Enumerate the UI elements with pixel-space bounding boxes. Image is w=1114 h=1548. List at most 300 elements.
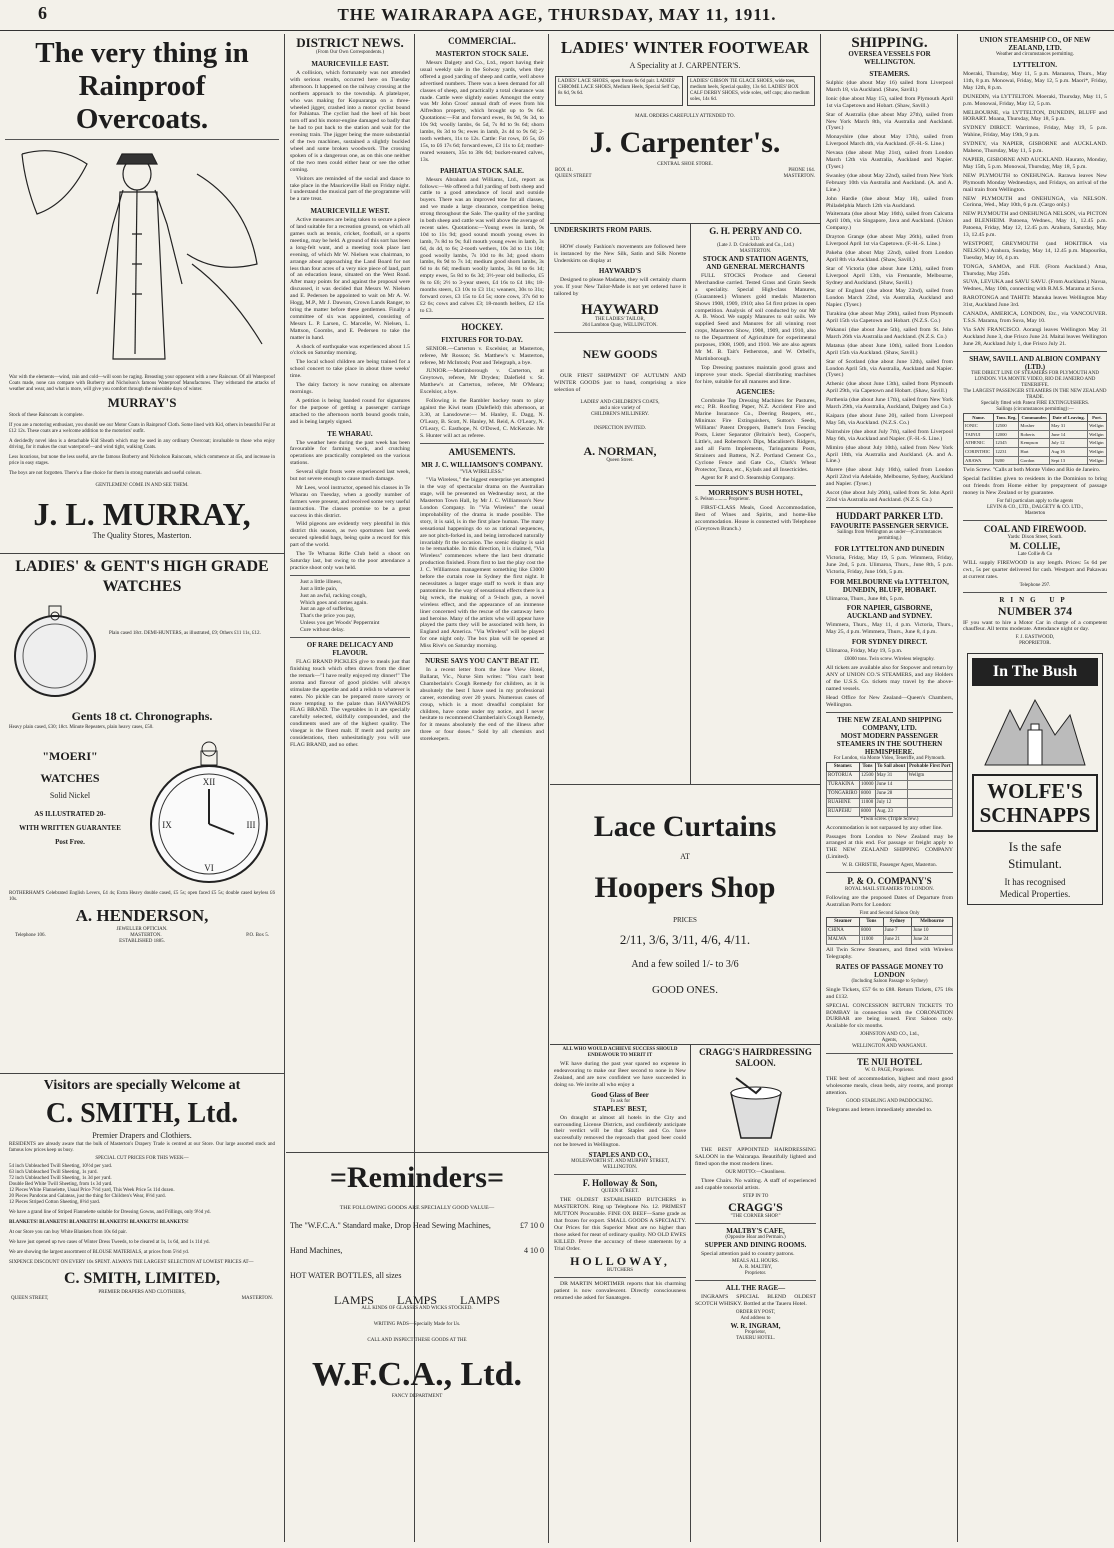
steamer-entry: Kaipara (due about June 20), sailed from Liverpool May 5th, via Auckland. (N.Z.S. Co.) [826, 412, 953, 426]
carpenter-advert [550, 34, 820, 224]
wolfes-properties: Medical Properties. [999, 889, 1071, 900]
smith-blouse: We are showing the largest assortment of BLOUSE MATERIALS, at prices from 5½d yd. [9, 1249, 190, 1255]
rotherham-levers: ROTHERHAM'S Celebrated English Levers, £4 4s; Extra Heavy double cased, £5 5s; open faced £5 5s; double cased keyless £6 10s. [9, 891, 275, 902]
news-paragraph: Messrs Dalgety and Co., Ltd., report having their usual weekly sale in the Solway yards, when they offered a good yarding of sheep and cattle, well above advertised numbers. There was a keen demand for all classes of sheep, and practically a total clearance was made. Cattle were slightly easier. Amongst the entry was Mr John Cross' annual draft of ewes from his Alfredton property, which brought up to 9s 6d. Quotations:—Fat and forward ewes, 8s 9d, 9s 3d, to 10s 9d; woolly lambs, 6s 5d, 7s 8d to 9s 6d; shorn lambs, 8s 3d to 9s; ewes in lamb, 2s 4d to 9s 6d; 2-tooth wethers, 11s to 12s. Cattle: Fat rows, £6 5s, £6 15s, to £6 17s 6d; forward ewes, £3 11s to £4; mother-reared weaners, 35s to 38s 6d; bucket-reared calves, 13s. [420, 60, 544, 163]
eastwood-proprietor: PROPRIETOR. [1019, 641, 1051, 647]
poem-line: Just a little pain, [300, 585, 338, 592]
nzsc-title: THE NEW ZEALAND SHIPPING COMPANY, LTD. [837, 715, 942, 732]
craggs-title: CRAGG'S HAIRDRESSING SALOON. [699, 1047, 812, 1068]
table-cell: 8000 [860, 926, 884, 935]
po-rates-subtitle: (Including Saloon Passage to Sydney) [851, 978, 928, 984]
hayward-address: 204 Lambton Quay, WELLINGTON. [582, 323, 658, 329]
carpenter-mail-orders: MAIL ORDERS CAREFULLY ATTENDED TO. [635, 113, 735, 119]
carpenter-subtitle: A Speciality at J. CARPENTER'S. [629, 61, 741, 70]
table-cell: 11000 [859, 798, 875, 807]
route-heading: FOR LYTTELTON AND DUNEDIN [834, 544, 945, 553]
news-paragraph: Wild pigeons are evidently very plentiful in this district this season, as two sportsmen last week secured splendid bags, being quite a record for this part of the world. [290, 521, 410, 549]
steamer-entry: Parthenia (due about June 17th), sailed from New York March 29th, via Australia, Auckland, Dalgety and Co.) [826, 397, 953, 411]
table-cell: Wellgtn [1088, 448, 1107, 457]
wfca-item: The "W.F.C.A." Standard make, Drop Head Sewing Machines, [290, 1220, 491, 1230]
peppermint-poem [290, 579, 410, 634]
steamer-entry: Pakeha (due about May 22nd), sailed from London April 8th via Auckland. (Shaw, Savill.) [826, 249, 953, 263]
wfca-intro: THE FOLLOWING GOODS ARE SPECIALLY GOOD VALUE— [339, 1205, 495, 1211]
hayward-text-2: Designed to please Madame, they will certainly charm you. If your New Tailor-Made is not yet ordered have it tailored by [554, 276, 686, 297]
table-cell: IONIC [964, 422, 994, 431]
table-row [964, 422, 1107, 431]
table-cell: 12231 [994, 448, 1019, 457]
perry-agencies-text: Cornbrake Top Dressing Machines for Pastures, etc.; P.B. Roofing Paper, N.Z. Accident Fire and Marine Insurance Co., Deering Reapers, etc., Minimax Fire Extinguishers, Sutton's Seeds, Williams' Patent Droppers, Butter's Iron Fencing Posts, Lister Separator (Britain's best), Cooper's, Little's, and Robertson's Dips, Macalister's Ridgers, and all Farm Implements, Taringamutu Posts, Strainers and Battens, N.Z. Portland Cement Co., Cyclone Fence and Gate Co., Clark's Wheat Protector, Tanza, etc., Kylads and all Insecticides. [695, 397, 816, 473]
table-cell: CHINA [827, 926, 860, 935]
union-sailing-entry: DUNEDIN, via LYTTELTON. Moeraki, Thursday, May 11, 5 p.m. Monowai, Friday, May 12, 5 p.m. [963, 93, 1107, 107]
maltby-subtitle: SUPPER AND DINING ROOMS. [704, 1240, 807, 1249]
table-row [827, 780, 953, 789]
carpenter-town: MASTERTON. [783, 173, 815, 179]
eastwood-number: NUMBER 374 [997, 603, 1073, 618]
hoopers-good: GOOD ONES. [652, 983, 718, 996]
moeri-label: "MOERI" [42, 749, 98, 763]
table-cell: ROTORUA [827, 771, 860, 780]
wfca-title: =Reminders= [329, 1161, 505, 1194]
news-paragraph: In a recent letter from the Inne View Hotel, Ballarat, Vic., Nurse Sim writes: "You can't beat Chamberlain's Cough Remedy for children, as it is absolutely the best I have used in my professional career, extending over 20 years. Numerous cases of croup, which is a most dreadful complaint for children, have come under my notice, and I never hesitate to recommend Chamberlain's Cough Remedy, for it means absolutely the end of the illness after three or four doses." Sold by all chemists and storekeepers. [420, 667, 544, 743]
po-class: First and Second Saloon Only [859, 910, 920, 916]
table-cell: 10000 [859, 780, 875, 789]
table-cell: 12000 [994, 430, 1019, 439]
pocket-watch-icon [139, 739, 279, 889]
man-in-overcoat-illustration [17, 144, 267, 369]
hoopers-prices: 2/11, 3/6, 3/11, 4/6, 4/11. [619, 931, 751, 947]
staples-address: MOLESWORTH ST. AND MURPHY STREET, [571, 1159, 669, 1165]
news-paragraph: The dairy factory is now running on alternate mornings. [290, 382, 410, 395]
nzsc-route: For London, via Monte Video, Teneriffe, and Plymouth. [833, 755, 946, 761]
te-nui-telegrams: Telegrams and letters immediately attended to. [826, 1106, 933, 1113]
table-cell [907, 780, 952, 789]
maltby-location: (Opposite Hoar and Permain.) [725, 1234, 786, 1240]
perry-town: MASTERTON. [739, 249, 772, 254]
nzsc-subtitle: MOST MODERN PASSENGER STEAMERS IN THE SOUTHERN HEMISPHERE. [836, 731, 943, 756]
table-cell: June 28 [875, 789, 907, 798]
hoopers-advert [550, 785, 820, 1045]
section-heading: MAURICEVILLE EAST. [311, 60, 389, 68]
section-subheading: "VIA WIRELESS." [459, 468, 505, 475]
holloway-butchers: BUTCHERS [606, 1268, 634, 1274]
table-header: Sydney [883, 917, 912, 926]
table-cell: TAINUI [964, 430, 994, 439]
news-paragraph: Visitors are reminded of the social and dance to take place in the Mauriceville Hall on Friday night. I understand the musical part of the programme will be a rare treat. [290, 175, 410, 203]
hunter-watch-icon [5, 601, 105, 701]
murray-name: J. L. MURRAY, [33, 496, 251, 532]
henderson-town: MASTERTON. [130, 933, 162, 938]
section-heading: FIXTURES FOR TO-DAY. [441, 335, 523, 344]
moeri-watches: WATCHES [40, 771, 100, 785]
table-row [964, 456, 1107, 465]
carpenter-store: CENTRAL SHOE STORE. [657, 161, 713, 167]
table-cell: Hart [1019, 448, 1050, 457]
staples-ask: To ask for [609, 1098, 631, 1104]
table-header: To Sail about [875, 762, 907, 771]
henderson-box: P.O. Box 5. [246, 933, 269, 938]
news-paragraph: Following is the Rambler hockey team to play against the Kiwi team (Dalefield) this afternoon, at 3.30, at Lansdowne:— M. Hanley, E. Dagg, N. O'Leary, B. Scott, N. Hanley, M. Reid, A. O'Leary, N. O'Leary, C. Easthope, N. O'Dowd, C. McKenzie. Mr S. Hunter will act as referee. [420, 398, 544, 439]
nzsc-twin: *Twin screw. (Triple Screw.) [860, 816, 919, 822]
union-sailing-entry: SYDNEY, via NAPIER, GISBORNE and AUCKLAND. Maheno, Thursday, May 11, 5 p.m. [963, 141, 1107, 155]
table-row [827, 798, 953, 807]
steamer-entry: Swanley (due about May 22nd), sailed from New York February 10th via Australia and Auckland. (A. and A. Line.) [826, 172, 953, 193]
nzsc-agent: W. B. CHRISTIE, Passenger Agent, Masterton. [842, 863, 937, 869]
po-special: SPECIAL CONCESSION RETURN TICKETS TO BOMBAY in connection with the CORONATION DURBAR are being issued. First Saloon only. Available for six months. [826, 1002, 953, 1030]
po-title: P. & O. COMPANY'S [847, 876, 932, 887]
hoopers-soiled: And a few soiled 1/- to 3/6 [631, 958, 739, 970]
union-sailing-entry: CANADA, AMERICA, LONDON, Etc., via VANCOUVER. T.S.S. Marama, from Suva, May 10. [963, 311, 1107, 324]
table-row [827, 789, 953, 798]
morrison-proprietor: S. Pelson .......... Proprietor. [695, 497, 750, 503]
column-6 [959, 34, 1111, 1542]
svg-text:XII: XII [202, 777, 216, 787]
poem-line: Cure without delay. [300, 627, 345, 634]
table-header: Port. [1088, 413, 1107, 422]
perry-ltd: LTD. [750, 237, 761, 242]
union-sailing-entry: NEW PLYMOUTH to ONEHUNGA. Rarawa leaves New Plymouth Monday Wednesdays, and Fridays, on arrival of the mail train from Wellington. [963, 172, 1107, 193]
murray-advert [0, 34, 284, 554]
mortimer-text: DR MARTIN MORTIMER reports that his charming patient is now convalescent. Directly consciousness returned she asked for Sanatogen. [554, 1281, 686, 1302]
norman-title: NEW GOODS [582, 347, 658, 362]
table-header: Steamer. [827, 762, 860, 771]
steamer-entry: Star of Victoria (due about June 12th), sailed from Liverpool April 13th, via Fremantle, Melbourne, Sydney and Auckland. (Shaw, Savill.) [826, 265, 953, 286]
table-header: Date of Leaving. [1050, 413, 1088, 422]
perry-text: FULL STOCKS Produce and General Merchandise carried. Tested Grass and Grain Seeds a speciality. Special High-class Manures, (Guaranteed.) Winners gold medals Masterton Shows 1908, 1909, 1910; also 54 first prizes in open competition. Analysis of soil conducted by our Mr A. B. Wood. We supply Manures to suit soils. We supplied Seed and Manures for all winning root crops, Masterton Show, 1908, 1909, and 1910, also to the Department of Agriculture for experimental purposes, 1908, 1909, and 1910. We are also agents Mr M. B. Tait's Fetherston, and W. Orbell's, Martinborough. [695, 273, 816, 362]
route-sailings: Victoria, Friday, May 19, 5 p.m. Wimmera, Friday, June 2nd, 5 p.m. Ulimaroa, Thurs., June 8th, 5 p.m. Victoria, Friday, June 16th, 5 p.m. [826, 554, 953, 575]
union-sailing-entry: RAROTONGA and TAHITI: Manuka leaves Wellington May 31st, Auckland June 3rd. [963, 295, 1107, 309]
murray-stock: Stock of these Raincoats is complete. [9, 413, 84, 418]
svg-text:III: III [246, 820, 256, 830]
po-twin: All Twin Screw Steamers, and fitted with Wireless Telegraphy. [826, 946, 953, 960]
collie-telephone: Telephone 297. [1019, 582, 1051, 588]
wfca-department: FANCY DEPARTMENT [391, 1393, 443, 1399]
table-header: Tons [860, 917, 884, 926]
ingram-name: W. R. INGRAM, [730, 1322, 781, 1331]
section-heading: NURSE SAYS YOU CAN'T BEAT IT. [425, 657, 539, 666]
wfca-advert [286, 1152, 549, 1543]
table-cell: 8000 [859, 789, 875, 798]
commercial-title: COMMERCIAL. [448, 36, 516, 46]
table-row [827, 771, 953, 780]
table-cell [907, 789, 952, 798]
perry-dressing: Top Dressing pastures maintain good grass and improve your stock. Special distributing machines for hire, suitable for all manures and lime. [695, 364, 816, 385]
maltby-name: MALTBY'S CAFE, [726, 1226, 785, 1235]
table-row [827, 926, 953, 935]
steamer-entry: Athenic (due about June 13th), sailed from Plymouth April 29th, via Capetown and Hobart. (Shaw, Savill.) [826, 381, 953, 395]
union-sailing-entry: Via SAN FRANCISCO. Aorangi leaves Wellington May 31 Auckland June 3, due Frisco June 24. Maitai leaves Wellington June 28, Auckland July 1, due Frisco July 21. [963, 326, 1107, 347]
carpenter-name: J. Carpenter's. [589, 125, 781, 159]
smith-item: 63 inch Unbleached Twill Sheeting, 1s yard. [9, 1169, 98, 1175]
newspaper-title: THE WAIRARAPA AGE, THURSDAY, MAY 11, 1911. [337, 5, 777, 24]
steamer-entry: Star of England (due about May 22nd), sailed from London March 22nd, via Australia, Auckland and Napier. (Tyser.) [826, 288, 953, 309]
henderson-gents-detail: Heavy plain cased, £30; 18ct. Minute Repeaters, plain heavy cases, £50. [9, 725, 154, 730]
smith-footer-name: C. SMITH, LIMITED, [63, 1269, 221, 1287]
wolfes-safe: Is the safe [1008, 839, 1062, 855]
flag-brand-text: FLAG BRAND PICKLES give to meals just that finishing touch which often draws from the diner the remark—"I have really enjoyed my dinner!" The aroma and flavour of good pickles will always stimulate the appetite and add a relish to whatever is eaten. No pickle can be prepared more savory or more tempting to the palate than HAYWARD'S FLAG BRAND. The vegetables in it are specially carefully selected, skilfully compounded, and the condiments used are of the highest quality. The vinegar is the finest malt. If merit and purity are considerations, then unhesitatingly you will use FLAG BRAND, and no other. [290, 659, 410, 748]
staples-name: STAPLES' BEST, [593, 1104, 647, 1113]
nzsc-passages: Passages from London to New Zealand may be arranged at this end. For passage or freight apply to THE NEW ZEALAND SHIPPING COMPANY (Limited). [826, 833, 953, 861]
holloway-name: F. Holloway & Son, [582, 1178, 658, 1189]
collie-name: M. COLLIE, [1009, 540, 1061, 551]
carpenter-shoes-right: LADIES' GIBSON TIE GLACE SHOES, wide toes, medium heels, Special quality, 13s 6d. LADIES' BOX CALF DERBY SHOES, wide soles, self caps; also medium soles, 14s 6d. [687, 76, 815, 106]
staples-firm: STAPLES AND CO., [588, 1151, 652, 1160]
route-sailings: Ulimaroa, Friday, May 19, 5 p.m. [826, 648, 903, 655]
table-cell: July 12 [875, 798, 907, 807]
table-cell: Wellgtn [1088, 430, 1107, 439]
news-paragraph: Messrs Abraham and Williams, Ltd., report as follows:—We offered a full yarding of both sheep and cattle to a good attendance of local and outside buyers. There was an improved tone for all classes, and we made a large clearance, competition being strong throughout the Sale. The quality of the yarding in both sheep and cattle was well above the average of recent sales. Quotations:—Young ewes in lamb, 9s 10d to 11s 9d; good sound mouth young ewes in lamb, 7s 8d to 9s; full mouth young ewes in lamb, 3s 6d, 4s 4d, to 6s; 2-tooth wethers, 10s 3d to 11s 10d; good woolly lambs, 7s 10d to 8s 3d; good shorn lambs, 8s 9d to 7s 1d; medium good shorn lambs, 3s 6d to 4s 6d; medium woolly lambs, 3s 8d to 6s 1d; empty ewes, 5s 8d to 6s 3d; 3½-year old bullocks, £5 8s to £6; 2½ to 3-year steers, £4 16s to £4 18s; 18-months steers, £3 10s to £3 11s; weaners, 30s to 31s; forward cows, £3 15s to £4 5s; store cows, 37s 6d to £2 6s; cows and calves £3; 18-month heifers, £2 15s to £3. [420, 176, 544, 314]
maltby-proprietor-label: Proprietor. [744, 1271, 767, 1277]
po-rates: RATES OF PASSAGE MONEY TO LONDON [835, 962, 944, 979]
table-cell: May 31 [875, 771, 907, 780]
hoopers-name: Hoopers Shop [594, 870, 776, 904]
nzsc-sailings-table [826, 762, 953, 817]
morrison-text: FIRST-CLASS Meals, Good Accommodation, Best of Wines and Spirits, and home-like accommodation. House is connected with Telephone (Greytown Branch.) [695, 505, 816, 533]
norman-variety: and a nice variety of [599, 406, 641, 412]
table-cell: 8000 [859, 807, 875, 816]
wfca-item: Hand Machines, [290, 1245, 343, 1255]
wfca-pads: WRITING PADS—Specially Made for Us. [373, 1321, 461, 1327]
hoopers-prices-heading: PRICES [673, 915, 697, 924]
table-row [827, 935, 953, 944]
hoopers-at: AT [680, 852, 690, 861]
smith-item: 72 inch Unbleached Twill Sheeting, 1s 3d per yard. [9, 1175, 112, 1181]
table-header: Tons [859, 762, 875, 771]
table-row [827, 807, 953, 816]
maltby-meals: MEALS ALL HOURS. [732, 1259, 779, 1265]
table-header: Probable First Port [907, 762, 952, 771]
amusements-title: AMUSEMENTS. [448, 446, 516, 457]
shaw-savill-twin: Twin Screw. "Calls at both Monte Video and Rio de Janeiro. [963, 467, 1101, 474]
table-cell [907, 798, 952, 807]
collie-text: WILL supply FIREWOOD in any length. Prices: 5s 6d per cwt., 5s per quarter delivered for cash. Westport and Pakawau at current rates. [963, 559, 1107, 580]
po-city: WELLINGTON AND WANGANUI. [852, 1044, 927, 1050]
murray-brand: MURRAY'S [107, 395, 177, 410]
union-sailing-entry: SYDNEY DIRECT. Warrimoo, Friday, May 19, 5 p.m. Wahine, Friday, May 19th, 9 p.m. [963, 125, 1107, 139]
steamer-entry: Waitemata (due about May 16th), sailed from Calcutta April 10th, via Singapore, Java and Auckland. (Union Company.) [826, 211, 953, 232]
hoopers-title: Lace Curtains [593, 810, 777, 843]
table-header: Commander. [1019, 413, 1050, 422]
norman-coats: LADIES' AND CHILDREN'S COATS, [580, 400, 660, 406]
henderson-name: A. HENDERSON, [75, 906, 209, 925]
column-4 [550, 34, 821, 1542]
table-cell: CORINTHIC [964, 448, 994, 457]
perry-late: (Late J. D. Cruickshank and Co., Ltd.) [717, 243, 794, 248]
po-subtitle: ROYAL MAIL STEAMERS TO LONDON. [844, 887, 935, 893]
shaw-savill-subtitle: THE DIRECT LINE OF STEAMERS FOR PLYMOUTH AND LONDON. VIA MONTE VIDEO, RIO DE JANEIRO AND TENERIFFE. [971, 370, 1099, 388]
craggs-step: STEP IN TO [742, 1193, 769, 1199]
ingram-title: ALL THE RAGE— [725, 1284, 786, 1293]
norman-inspect: INSPECTION INVITED. [594, 426, 646, 432]
norman-name: A. NORMAN, [583, 444, 657, 459]
table-cell: June 24 [912, 935, 953, 944]
news-paragraph: A petition is being handed round for signatures for the purpose of getting a passenger carriage attached to the afternoon north bound goods train, and is being largely signed. [290, 397, 410, 425]
hayward-text: HOW closely Fashion's movements are followed here is instanced by the New Silk, Satin and Silk Norette Underskirts on display at [554, 244, 686, 264]
te-nui-text: THE best of accommodation, highest and most good wholesome meals, clean beds, airy rooms, and prompt attention. [826, 1076, 953, 1097]
union-sailing-entry: Moeraki, Thursday, May 11, 5 p.m. Maraaroa, Thurs., May 11th, 8 p.m. Monowai, Friday, May 12, 5 p.m. Maori*, Friday, May 12th, 8 p.m. [963, 71, 1107, 91]
table-cell: July 12 [1050, 439, 1088, 448]
poem-line: Which goes and comes again. [300, 599, 368, 606]
collie-title: COAL AND FIREWOOD. [983, 523, 1087, 534]
table-cell: ATHENIC [964, 439, 994, 448]
shaw-savill-agents: LEVIN & CO., LTD., DALGETY & CO. LTD., [986, 504, 1084, 510]
smith-town: MASTERTON. [241, 1295, 273, 1301]
smith-grand-line: We have a grand line of Striped Flannelette suitable for Dressing Gowns, and Frillings, only 9½d yd. [9, 1209, 211, 1215]
page-number: 6 [38, 3, 47, 23]
carpenter-street: QUEEN STREET [555, 173, 592, 179]
shaw-savill-largest: The LARGEST PASSENGER STEAMERS IN THE NEW ZEALAND TRADE. [963, 388, 1107, 400]
union-sailing-entry: SUVA, LEVUKA and SAVU SAVU. (From Auckland.) Navua, Wednes., May 10th, connecting with R.M.S. Marama at Suva. [963, 279, 1107, 293]
poem-line: Just a little illness, [300, 578, 343, 585]
murray-tagline: The Quality Stores, Masterton. [92, 531, 192, 540]
staples-text-2: On draught at almost all hotels in the City and surrounding License Districts, and confidently anticipate their verdict will be that Staples and Co. have successfully removed the reproach that good beer could not be brewed in Wellington. [554, 1114, 686, 1149]
carpenter-phone: PHONE 164. [788, 167, 815, 173]
shaw-savill-town: Masterton [1024, 510, 1046, 516]
poem-line: Unless you get Woods' Peppermint [300, 620, 380, 627]
steamer-entry: Monayshire (due about May 17th), sailed from Liverpool March 4th, via Auckland. (F.-H.-S. Line.) [826, 134, 953, 148]
table-cell: TONGARIRO [827, 789, 860, 798]
murray-paragraph-2: A decidedly novel idea is a detachable Kid Sheath which may be used in any ordinary Overcoat; invaluable to those who enjoy driving, for it makes the coat waterproof—and wind tight, walking Coats. [9, 439, 275, 450]
news-paragraph: The local school children are being trained for a school concert to take place in about three weeks' time. [290, 359, 410, 380]
carpenter-title: LADIES' WINTER FOOTWEAR [560, 38, 810, 57]
wolfes-name: WOLFE'S SCHNAPPS [972, 774, 1098, 832]
steamer-list [826, 80, 953, 504]
table-cell [907, 807, 952, 816]
masthead [0, 0, 1114, 31]
huddart-parker-subtitle: FAVOURITE PASSENGER SERVICE. [830, 521, 949, 530]
table-cell: June 21 [883, 935, 912, 944]
steamer-entry: Mimiro (due about July 10th), sailed from New York April 18th, via Australia and Auckland. (A. and A. Line.) [826, 444, 953, 465]
table-cell: June 10 [912, 926, 953, 935]
staples-glass: Good Glass of Beer [591, 1090, 649, 1099]
perry-agencies: AGENCIES: [736, 387, 775, 396]
shipping-title: SHIPPING. [851, 35, 928, 51]
table-cell: 12500 [859, 771, 875, 780]
huddart-parker-title: HUDDART PARKER LTD. [836, 510, 943, 521]
steamer-entry: Matatua (due about June 10th), sailed from London April 15th via Auckland. (Shaw, Savill.) [826, 342, 953, 356]
henderson-title: LADIES' & GENT'S HIGH GRADE WATCHES [15, 558, 269, 595]
collie-address: Yards: Dixon Street, South. [1007, 534, 1063, 540]
norman-text: OUR FIRST SHIPMENT OF AUTUMN AND WINTER GOODS just to hand, comprising a nice selection of [554, 373, 686, 394]
news-paragraph: A collision, which fortunately was not attended with serious results, occurred here on Tuesday afternoon. It happened on the railway crossing at the northern approach to the township. A platelayer, who was making for Kopuaranga on a three-wheeled jigger, crashed into a motor cyclist bound for Pahiatua. The cyclist had the heel of his boot torn off and his motor-engine damaged so badly that he had to put back to the station and wait for the evening train. The jigger being the more substantial of the two machines, sustained a slightly buckled wheel and some broken woodwork. The crossing spoken of is a dangerous one, as on this one neither of the two men could either hear or see the other coming. [290, 70, 410, 173]
column-1 [0, 34, 285, 1542]
wfca-price: 4 10 0 [524, 1245, 544, 1255]
table-cell: Kempson [1019, 439, 1050, 448]
eastwood-text: IF you want to hire a Motor Car in charge of a competent chauffeur. All terms moderate. Attendance night or day. [963, 619, 1107, 633]
news-paragraph: "Via Wireless," the biggest enterprise yet attempted in the way of spectacular drama on the Australian stage, will be presented on Wednesday next, at the Masterton Town Hall, by Mr J. C. Williamson's New London Company. In "Via Wireless" the usual improbability of the drama is made possible. The story, it is said, is in the first place human. The many sensational happenings do so as rational sequences, are not pitch-forked in, and being introduced naturally invariably fit the occasion. The scenic display is said to be remarkable. In this direction, it is claimed, "Via Wireless" commences where the last best dramatic production finished. From first to last the play cost the J. C. Williamson management something like £3000 before the curtain rose in Sydney the first night. It necessitates a larger stage staff to work it than any pantomime. In the way of sensational effects there is a big wreck, the making of a 9-inch gun, a novel wireless effect, and the appearance of an immense liner concerned with the rescue of the castaway hero and heroine. Many of the artists who will appear have played the parts they will be associated with here, in England and America. "Via Wireless" will be played for one night only. The box plan will be opened at Miss Rive's on Saturday morning. [420, 477, 544, 650]
ingram-order: ORDER BY POST, [735, 1310, 776, 1316]
wfca-name: W.F.C.A., Ltd. [311, 1355, 523, 1393]
smith-item: 54 inch Unbleached Twill Sheeting, 10½d per yard. [9, 1163, 113, 1169]
steamer-entry: Star of Australia (due about May 27th), sailed from New York March 8th, via Australia and Auckland. (Tyser.) [826, 111, 953, 132]
hockey-title: HOCKEY. [461, 321, 503, 332]
huddart-parker-office: Head Office for New Zealand—Queen's Chambers, Wellington. [826, 694, 953, 708]
section-heading: TE WHARAU. [327, 429, 373, 438]
section-heading: PAHIATUA STOCK SALE. [440, 166, 524, 175]
table-cell: Wellgtn [907, 771, 952, 780]
te-nui-proprietor: W. O. PAGE, Proprietor. [864, 1068, 915, 1074]
holloway-street: QUEEN STREET. [601, 1189, 639, 1195]
smith-advert [0, 1074, 284, 1534]
holloway-text: THE OLDEST ESTABLISHED BUTCHERS in MASTERTON. Ring up Telephone No. 12. PRIMEST MUTTON Procurable. FINE OX BEEF—Same grade as that frozen for export. SMALL GOODS A SPECIALTY. Our Prices for this Superior Meat are no higher than those asked for meat of ordinary quality. NO OLD EWES KILLED. Prove the accuracy of these statements by a Trial Order. [554, 1197, 686, 1252]
route-sailings: Ulimaroa, Thurs., June 8th, 5 p.m. [826, 595, 905, 602]
po-agents: JOHNSTON AND CO., Ltd., [860, 1032, 919, 1038]
table-cell: Sept 13 [1050, 456, 1088, 465]
section-heading: MAURICEVILLE WEST. [310, 207, 390, 216]
news-paragraph: Mr Lees, wool instructor, opened his classes in Te Wharau on Tuesday, when a goodly number of farmers were present, and received some very useful instruction. The classes promise to be a great success in this district. [290, 484, 410, 519]
table-cell: 9200 [994, 456, 1019, 465]
perry-agent: Agent for P. and O. Steamship Company. [701, 475, 795, 482]
union-lyttelton: LYTTELTON. [1013, 61, 1057, 69]
svg-text:VI: VI [204, 863, 214, 873]
table-cell: June 7 [883, 926, 912, 935]
shaw-savill-special: Special facilities given to residents in the Dominion to bring out friends from Home either by prepayment of passage money in New Zealand or by guarantee. [963, 476, 1107, 496]
table-cell: RUAPEHU [827, 807, 860, 816]
moeri-nickel: Solid Nickel [49, 791, 91, 800]
steamer-entry: Marere (due about July 16th), sailed from London April 22nd via Adelaide, Melbourne, Sydney, Auckland and Napier. (Tyser.) [826, 467, 953, 488]
news-paragraph: SENIOR.—Carterton v. Excelsior, at Masterton, referee, Mr Rosson; St. Matthew's v. Masterton, referee, Mr McIntosh; Post and Telegraph, a bye. [420, 345, 544, 366]
craggs-corner: "THE CORNER SHOP." [730, 1213, 781, 1219]
henderson-advert [0, 554, 284, 1074]
table-row [964, 439, 1107, 448]
carpenter-box: BOX 41. [555, 167, 574, 173]
section-heading: MASTERTON STOCK SALE. [435, 50, 529, 58]
news-paragraph: The Te Wharau Rifle Club held a shoot on Saturday last, but owing to the poor attendance a practice shoot only was held. [290, 551, 410, 571]
craggs-chairs: Three Chairs. No waiting. A staff of experienced and capable tonsorial artists. [695, 1177, 816, 1191]
henderson-gents: Gents 18 ct. Chronographs. [71, 709, 213, 723]
po-single: Single Tickets, £57 6s to £88. Return Tickets, £75 18s and £132. [826, 986, 953, 1000]
table-cell: TURAKINA [827, 780, 860, 789]
union-sailing-entry: TONGA, SAMOA, and FIJI. (From Auckland.) Atua, Thursday, May 25th. [963, 263, 1107, 277]
perry-subtitle: STOCK AND STATION AGENTS, AND GENERAL MERCHANTS [702, 255, 809, 271]
steamer-entry: Nevasa (due about May 21st), sailed from London March 12th via Australia, Auckland and Napier. (Tyser.) [826, 150, 953, 170]
table-cell: Wellgtn [1088, 439, 1107, 448]
staples-intro: ALL WHO WOULD ACHIEVE SUCCESS SHOULD ENDEAVOUR TO MERIT IT [562, 1047, 678, 1058]
wolfes-medical: It has recognised [1004, 877, 1066, 888]
steamer-entry: John Hardie (due about May 18), sailed from Philadelphia March 12th via Auckland. [826, 195, 953, 209]
wolfes-bush: In The Bush [972, 658, 1098, 686]
steamers-heading: STEAMERS. [869, 70, 910, 78]
murray-caption: War with the elements—wind, rain and cold—will soon be raging. Breasting your opponent with a new Raincoat. Of all Waterproof Coats made, none can compare with Burberry and Nicholson's famous Waterproof Manufactures. They withstand the attacks of weather and wear, and what is more, will give you comfort through the miserable days of winter. [9, 375, 275, 392]
shaw-savill-sailings: Sailings (circumstances permitting):— [996, 406, 1074, 412]
wolfes-stimulant: Stimulant. [1008, 856, 1062, 872]
route-heading: FOR MELBOURNE via LYTTELTON, DUNEDIN, BLUFF, HOBART. [830, 577, 949, 594]
henderson-plain: Plain cased 18ct. DEMI-HUNTERS, as illustrated, £9; Others £11 11s, £12. [109, 631, 261, 636]
news-paragraph: JUNIOR.—Martinborough v. Carterton, at Greytown, referee, Mr Dryden; Dalefield v. St. Matthew's at Carterton, referee, Mr O'Meara; Excelsior, a bye. [420, 368, 544, 396]
route-heading: FOR NAPIER, GISBORNE, AUCKLAND and SYDNEY. [846, 604, 933, 621]
smith-discount: SIXPENCE DISCOUNT ON EVERY 10s SPENT. ALWAYS THE LARGEST SELECTION AT LOWEST PRICES AT— [9, 1259, 254, 1265]
union-sailings [963, 71, 1107, 348]
hayward-title: UNDERSKIRTS FROM PARIS. [554, 226, 652, 234]
wfca-price: £7 10 0 [520, 1220, 544, 1230]
news-paragraph: The weather here during the past week has been favourable for farming work, and crutching operations are practically completed on the various stations. [290, 439, 410, 467]
table-cell: June 14 [875, 780, 907, 789]
steamer-entry: Wakanui (due about June 5th), sailed from St. John March 26th via Australia and Auckland. (N.Z.S. Co.) [826, 327, 953, 340]
district-news-byline: (From Our Own Correspondents.) [315, 50, 385, 55]
smith-name: C. SMITH, Ltd. [45, 1098, 239, 1129]
henderson-subtitle: JEWELLER OPTICIAN. [116, 927, 168, 932]
moeri-post: Post Free. [55, 837, 85, 846]
table-cell: Gordon [1019, 456, 1050, 465]
news-paragraph: Several slight frosts were experienced last week, but not severe enough to cause much damage. [290, 469, 410, 483]
table-cell: Aug 16 [1050, 448, 1088, 457]
huddart-parker-note: £6000 tons. Twin screw. Wireless telegraphy. [844, 657, 935, 663]
column-5 [822, 34, 958, 1542]
column-3 [416, 34, 549, 1152]
perry-name: G. H. PERRY AND CO. [709, 226, 802, 236]
smith-intro: RESIDENTS are already aware that the bulk of Masterton's Drapery Trade is centred at our Store. Our large assorted stock and famous low prices keep us busy. [9, 1141, 275, 1153]
steamer-entry: Star of Scotland (due about June 12th), sailed from London April 5th, via Australia, Auckland and Napier. (Tyser.) [826, 358, 953, 379]
news-paragraph: Active measures are being taken to secure a piece of land suitable for a recreation ground, on which all games such as tennis, cricket, football, or a sports meeting, may be held. A ground of this sort has been a long-felt want, and a meeting took place last evening, of which Mr W. Nielsen was chairman, to arrange about approaching the Land Board for not less than four acres of a very nice piece of land, part of an education lease, situated on the West Road. After many points for and against the proposal were discussed, it was decided that Messrs W. Nielsen and E. Pedersen be appointed to wait on Mr A. W. Hogg, M.P., Mr J. Dawson, Crown Lands Ranger, to bring the matter before these gentlemen. Finally a committee of six was appointed, consisting of Messrs L. P. Larsen, C. Marcelle, W. Nielsen, L. Mattson, Coombs, and E. Pedersen to take the matter in hand. [290, 217, 410, 341]
